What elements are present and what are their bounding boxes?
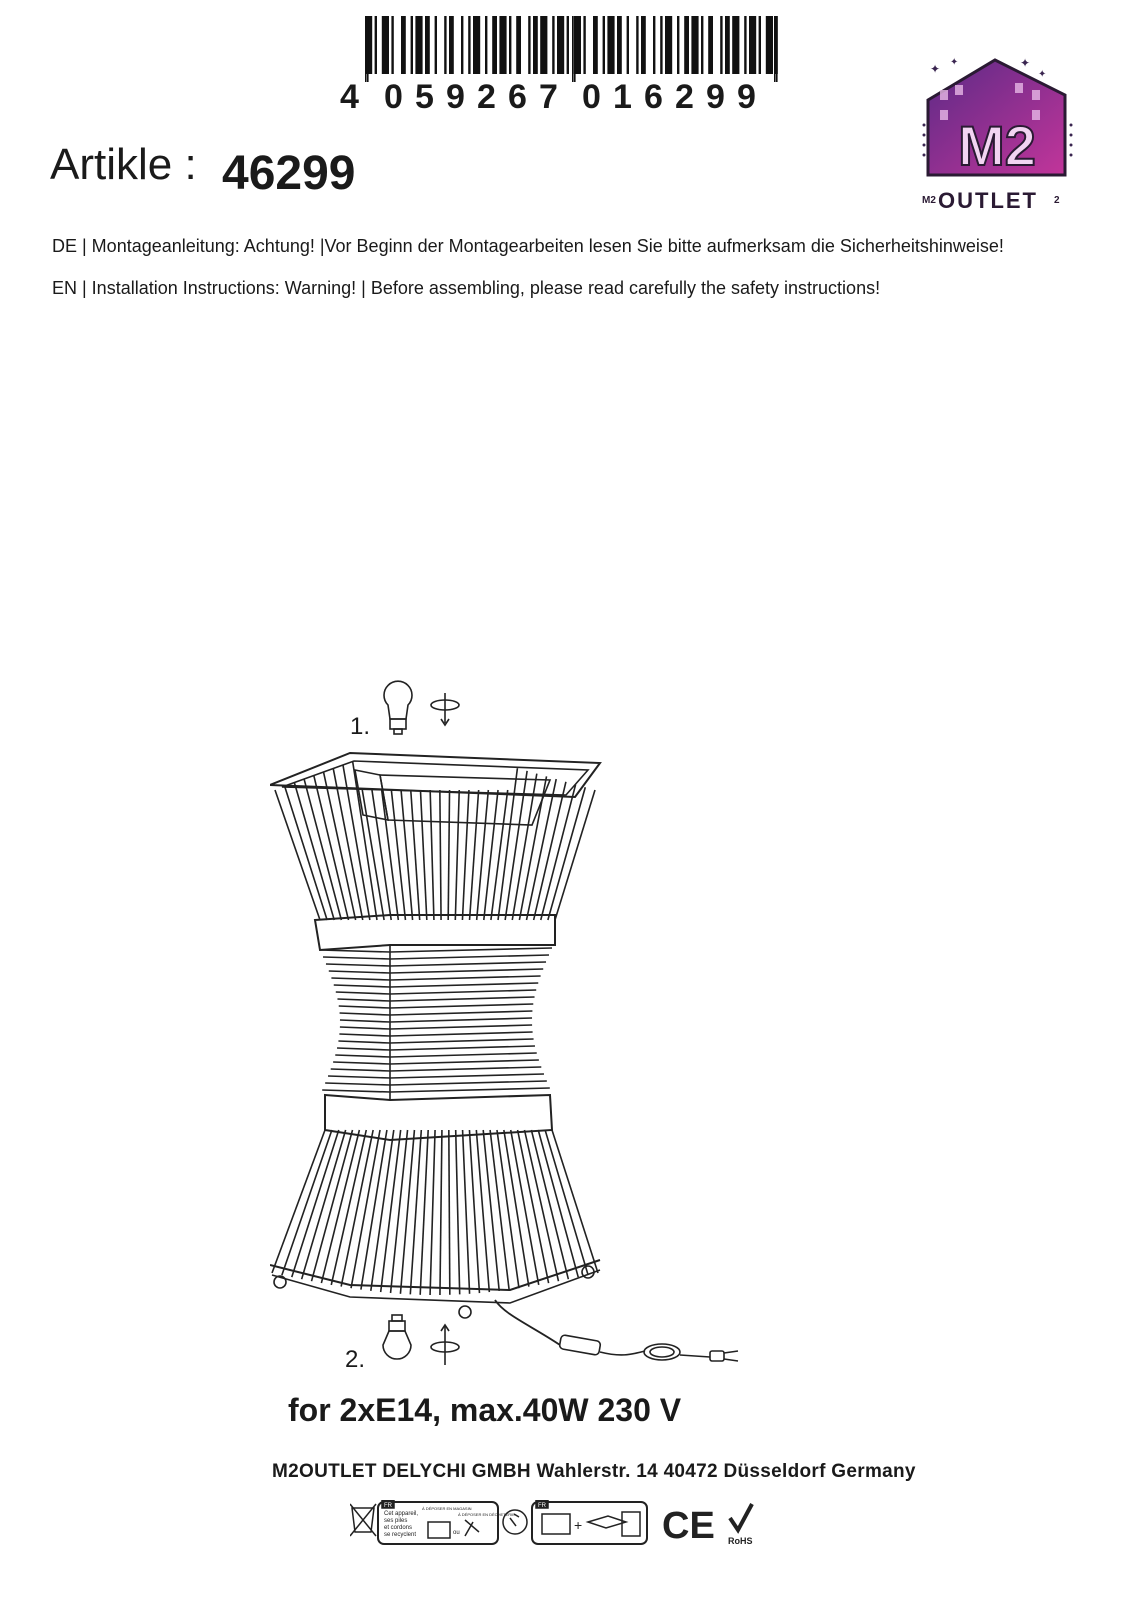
barcode-digit: 9 <box>737 78 761 116</box>
svg-text:✦: ✦ <box>950 57 959 68</box>
reed <box>272 1130 325 1273</box>
bulb-icon <box>384 681 412 734</box>
barcode-bar <box>509 16 511 74</box>
barcode-bar <box>528 16 530 74</box>
reed <box>538 1130 578 1277</box>
step-2-label: 2. <box>345 1346 366 1373</box>
barcode-bar <box>435 16 437 74</box>
reed <box>552 1130 598 1273</box>
compliance-marks <box>350 1500 770 1570</box>
fr-badge-2: FR <box>538 1503 546 1509</box>
svg-text:✦: ✦ <box>930 62 941 76</box>
box-icon <box>542 1514 570 1534</box>
barcode-bar <box>485 16 487 74</box>
weave-strand <box>339 1004 534 1008</box>
reed <box>321 1130 359 1283</box>
barcode-digit: 9 <box>706 78 730 116</box>
or-label: ou <box>453 1530 460 1536</box>
reed <box>531 1130 568 1279</box>
weave-strand <box>340 1018 532 1022</box>
reed <box>304 779 341 920</box>
barcode-bar <box>473 16 480 74</box>
recycle-line-2: ses piles <box>384 1518 408 1524</box>
barcode-digit: 6 <box>644 78 668 116</box>
svg-text:+: + <box>574 1517 583 1533</box>
barcode-bar <box>732 16 739 74</box>
barcode-bar <box>744 16 746 74</box>
barcode-bar <box>725 16 730 74</box>
barcode-bar <box>636 16 638 74</box>
barcode-bar <box>701 16 703 74</box>
barcode-bar <box>415 16 422 74</box>
reed <box>420 790 426 920</box>
barcode-bar <box>749 16 756 74</box>
barcode-bar <box>665 16 672 74</box>
barcode-bar <box>677 16 679 74</box>
barcode-digit: 2 <box>477 78 501 116</box>
reed <box>491 790 508 920</box>
barcode-bar <box>691 16 698 74</box>
svg-text:✦: ✦ <box>1038 69 1047 80</box>
barcode-digit: 0 <box>384 78 408 116</box>
dump-icon <box>465 1520 479 1536</box>
store-label: À DÉPOSER EN MAGASIN <box>422 1506 472 1511</box>
weave-strand <box>325 1081 547 1085</box>
reed <box>463 1130 470 1294</box>
reed <box>456 1130 460 1294</box>
reed <box>470 790 479 920</box>
reed <box>449 1130 450 1295</box>
article-label: Artikle : <box>50 140 197 189</box>
barcode-bar <box>557 16 564 74</box>
reed <box>430 790 434 920</box>
barcode-bar <box>449 16 454 74</box>
recycle-line-4: se recyclent <box>384 1532 417 1538</box>
barcode-guard-bar <box>572 16 574 82</box>
barcode-bar <box>593 16 598 74</box>
rohs-check-icon <box>730 1504 752 1530</box>
barcode-bar <box>603 16 605 74</box>
instructions-de: DE | Montageanleitung: Achtung! |Vor Beginn der Montagearbeiten lesen Sie bitte aufmerksam die Sicherheitshinweise! <box>52 236 1004 256</box>
barcode-bar <box>382 16 389 74</box>
reed <box>524 1130 558 1281</box>
reed <box>455 790 459 920</box>
barcode-digit: 1 <box>613 78 637 116</box>
barcode-digit: 0 <box>582 78 606 116</box>
weave-strand <box>320 948 552 952</box>
weave-strand <box>337 1046 535 1050</box>
logo-m2-small-left: M2 <box>922 195 936 206</box>
barcode-bars <box>340 12 800 82</box>
logo-m2-small-right: 2 <box>1054 195 1060 206</box>
bulb-icon-bottom <box>383 1315 411 1359</box>
reed <box>292 1130 339 1277</box>
barcode-bar <box>617 16 622 74</box>
barcode-bar <box>411 16 413 74</box>
barcode <box>340 12 800 117</box>
reed <box>440 1130 442 1295</box>
rotate-icon <box>431 693 459 725</box>
barcode-bar <box>684 16 689 74</box>
reed <box>331 1130 366 1285</box>
weave-strand <box>333 1060 539 1064</box>
barcode-bar <box>461 16 463 74</box>
reed <box>483 1130 499 1291</box>
weave-strand <box>323 955 549 959</box>
reed <box>440 790 441 920</box>
barcode-bar <box>708 16 713 74</box>
spec-text: for 2xE14, max.40W 230 V <box>288 1392 682 1428</box>
reed <box>541 785 576 920</box>
barcode-digit: 2 <box>675 78 699 116</box>
svg-text:✦: ✦ <box>1020 56 1031 70</box>
footer-address: M2OUTLET DELYCHI GMBH Wahlerstr. 14 40472 Düsseldorf Germany <box>272 1461 916 1482</box>
barcode-bar <box>766 16 773 74</box>
weave-strand <box>340 1025 532 1029</box>
logo-mark: M2 <box>958 114 1036 177</box>
barcode-bar <box>552 16 554 74</box>
reed <box>548 787 585 920</box>
barcode-bar <box>653 16 655 74</box>
barcode-bar <box>660 16 662 74</box>
barcode-bar <box>583 16 585 74</box>
barcode-bar <box>468 16 470 74</box>
weave-strand <box>338 1039 533 1043</box>
weave-strand <box>334 983 539 987</box>
barcode-bar <box>627 16 629 74</box>
weave-strand <box>331 1067 542 1071</box>
barcode-bar <box>607 16 614 74</box>
step-1-label: 1. <box>350 713 371 740</box>
barcode-bar <box>499 16 506 74</box>
barcode-guard-bar <box>776 16 778 82</box>
weave-strand <box>335 1053 536 1057</box>
barcode-bar <box>567 16 569 74</box>
barcode-digit: 7 <box>539 78 563 116</box>
dump-label: À DÉPOSER EN DÉCHETERIE <box>458 1512 515 1517</box>
weave-strand <box>340 1011 533 1015</box>
barcode-bar <box>759 16 761 74</box>
logo-brand: OUTLET <box>938 188 1038 213</box>
weave-strand <box>328 1074 544 1078</box>
reed <box>462 790 469 920</box>
barcode-bar <box>425 16 430 74</box>
reed <box>294 783 334 920</box>
barcode-digit: 4 <box>340 78 364 116</box>
rohs-label: RoHS <box>728 1536 753 1546</box>
barcode-guard-bar <box>365 16 367 82</box>
weave-strand <box>339 1032 532 1036</box>
reed <box>448 790 449 920</box>
barcode-bar <box>516 16 521 74</box>
barcode-guard-bar <box>574 16 576 82</box>
weave-strand <box>336 990 536 994</box>
reed <box>275 790 320 920</box>
barcode-digit: 6 <box>508 78 532 116</box>
reed <box>411 790 420 920</box>
barcode-bar <box>641 16 646 74</box>
reed <box>382 790 399 920</box>
barcode-bar <box>391 16 393 74</box>
barcode-bar <box>401 16 406 74</box>
barcode-bar <box>375 16 377 74</box>
barcode-guard-bar <box>774 16 776 82</box>
manual-icon <box>588 1516 626 1528</box>
barcode-bar <box>444 16 446 74</box>
weave-strand <box>337 997 534 1001</box>
reed <box>420 1130 428 1295</box>
barcode-digit: 9 <box>446 78 470 116</box>
barcode-guard-bar <box>367 16 369 82</box>
barcode-bar <box>533 16 538 74</box>
reed <box>555 790 595 920</box>
barcode-digit: 5 <box>415 78 439 116</box>
lamp-illustration <box>270 675 760 1375</box>
weave-strand <box>326 962 546 966</box>
barcode-bar <box>720 16 722 74</box>
ce-mark: CE <box>662 1505 715 1547</box>
reed <box>430 1130 435 1295</box>
barcode-bar <box>540 16 547 74</box>
weave-strand <box>322 1088 550 1092</box>
bin-icon <box>622 1512 640 1536</box>
article-number: 46299 <box>222 147 356 200</box>
instructions-en: EN | Installation Instructions: Warning! | Before assembling, please read carefully the safety instructions! <box>52 278 881 298</box>
reed <box>391 1130 408 1293</box>
store-icon <box>428 1522 450 1538</box>
weave-strand <box>331 976 540 980</box>
reed <box>314 775 349 920</box>
barcode-bar <box>492 16 497 74</box>
weave-strand <box>329 969 543 973</box>
recycle-line-1: Cet appareil, <box>384 1511 419 1517</box>
weee-bin-icon <box>350 1504 376 1536</box>
recycle-line-3: et cordons <box>384 1525 413 1531</box>
fr-badge: FR <box>384 1503 392 1509</box>
rotate-icon-bottom <box>431 1325 459 1365</box>
